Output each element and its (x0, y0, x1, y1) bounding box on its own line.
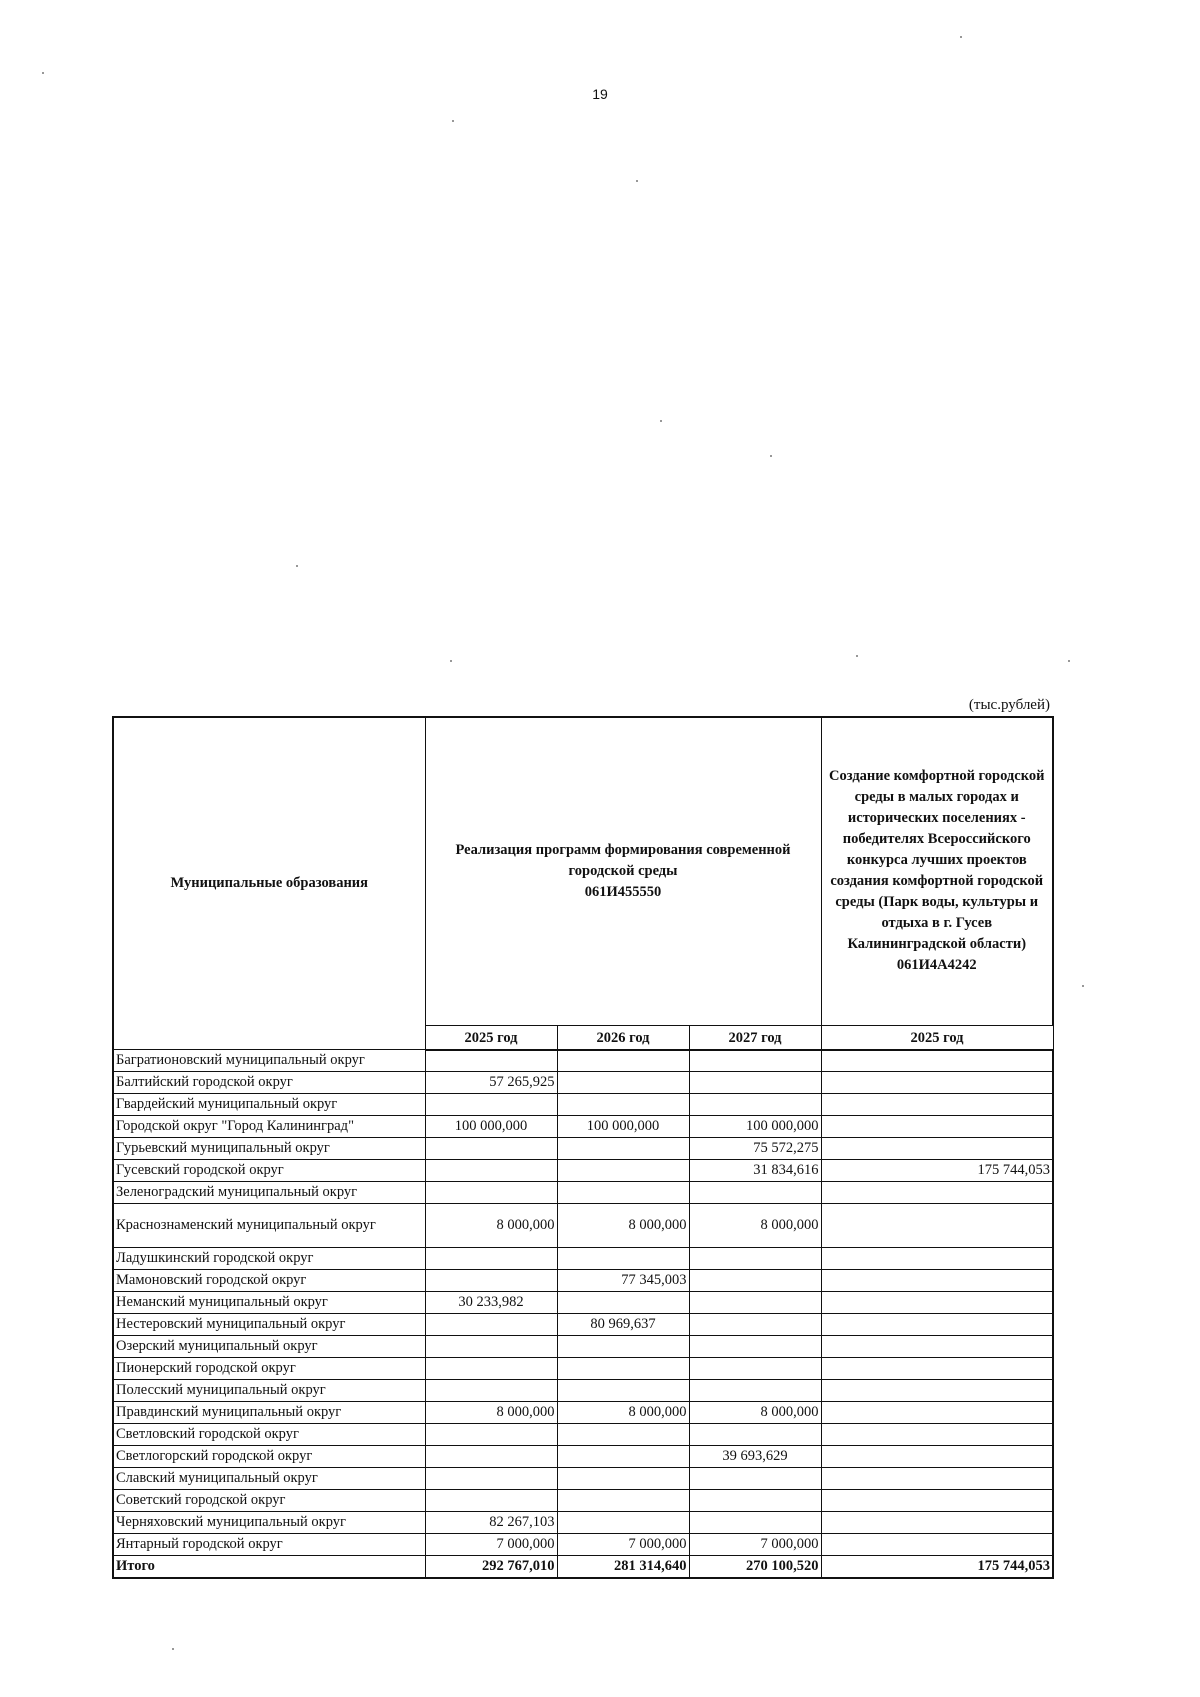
scan-speck (450, 660, 452, 662)
row-name: Гвардейский муниципальный округ (113, 1094, 425, 1116)
row-value-2025: 82 267,103 (425, 1512, 557, 1534)
header-program-comfortable-env (821, 717, 1053, 1025)
table-row (113, 1050, 1053, 1072)
row-value-gusev-2025 (821, 1248, 1053, 1270)
row-name: Правдинский муниципальный округ (113, 1402, 425, 1424)
row-name: Городской округ "Город Калининград" (113, 1116, 425, 1138)
row-value-2025 (425, 1424, 557, 1446)
table-row (113, 1270, 1053, 1292)
scan-speck (856, 655, 858, 657)
row-value-2026: 8 000,000 (557, 1402, 689, 1424)
row-value-2026 (557, 1490, 689, 1512)
row-value-2026 (557, 1094, 689, 1116)
row-value-2026 (557, 1138, 689, 1160)
table-row (113, 1072, 1053, 1094)
row-value-2025 (425, 1358, 557, 1380)
table-row (113, 1248, 1053, 1270)
row-value-2027 (689, 1512, 821, 1534)
row-value-2025: 57 265,925 (425, 1072, 557, 1094)
header-program-modern-urban-env (425, 717, 821, 1025)
table-row (113, 1512, 1053, 1534)
row-value-2025: 8 000,000 (425, 1204, 557, 1248)
header-program1-line2: городской среды (568, 862, 678, 879)
row-value-gusev-2025 (821, 1446, 1053, 1468)
row-value-2027 (689, 1292, 821, 1314)
row-value-gusev-2025 (821, 1490, 1053, 1512)
header-program1-code: 061И455550 (584, 883, 662, 900)
table-total-row (113, 1556, 1053, 1578)
row-value-2025 (425, 1314, 557, 1336)
budget-table (112, 716, 1054, 1579)
row-value-2026 (557, 1160, 689, 1182)
row-value-2027: 8 000,000 (689, 1402, 821, 1424)
scan-speck (296, 565, 298, 567)
row-value-2027 (689, 1490, 821, 1512)
row-value-gusev-2025 (821, 1512, 1053, 1534)
row-name: Ладушкинский городской округ (113, 1248, 425, 1270)
row-value-2026: 100 000,000 (557, 1116, 689, 1138)
scan-speck (172, 1648, 174, 1650)
row-value-2027 (689, 1380, 821, 1402)
row-value-gusev-2025 (821, 1468, 1053, 1490)
row-value-2027 (689, 1248, 821, 1270)
row-value-gusev-2025 (821, 1336, 1053, 1358)
row-value-2027 (689, 1182, 821, 1204)
header-municipal-label: Муниципальные образования (170, 874, 368, 891)
table-row (113, 1468, 1053, 1490)
row-name: Гурьевский муниципальный округ (113, 1138, 425, 1160)
scan-speck (960, 36, 962, 38)
table-row (113, 1490, 1053, 1512)
row-value-gusev-2025 (821, 1358, 1053, 1380)
row-value-2026 (557, 1248, 689, 1270)
row-value-2027 (689, 1094, 821, 1116)
row-value-gusev-2025 (821, 1050, 1053, 1072)
row-value-2026: 7 000,000 (557, 1534, 689, 1556)
row-name: Пионерский городской округ (113, 1358, 425, 1380)
row-value-2025 (425, 1138, 557, 1160)
row-value-gusev-2025 (821, 1116, 1053, 1138)
row-value-2027: 31 834,616 (689, 1160, 821, 1182)
row-name: Янтарный городской округ (113, 1534, 425, 1556)
row-value-2025 (425, 1094, 557, 1116)
scan-speck (1082, 985, 1084, 987)
row-value-gusev-2025 (821, 1314, 1053, 1336)
row-value-2027 (689, 1314, 821, 1336)
row-value-2025 (425, 1270, 557, 1292)
row-name: Багратионовский муниципальный округ (113, 1050, 425, 1072)
row-value-2027: 8 000,000 (689, 1204, 821, 1248)
row-value-2025 (425, 1446, 557, 1468)
row-name: Полесский муниципальный округ (113, 1380, 425, 1402)
row-value-2025 (425, 1248, 557, 1270)
header-program1-line1: Реализация программ формирования современной (455, 841, 791, 858)
scan-speck (452, 120, 454, 122)
table-row (113, 1182, 1053, 1204)
row-value-2027: 7 000,000 (689, 1534, 821, 1556)
row-value-2025: 8 000,000 (425, 1402, 557, 1424)
table-row (113, 1446, 1053, 1468)
row-value-2026 (557, 1446, 689, 1468)
table-row (113, 1138, 1053, 1160)
row-value-gusev-2025 (821, 1204, 1053, 1248)
row-value-gusev-2025: 175 744,053 (821, 1160, 1053, 1182)
scan-speck (660, 420, 662, 422)
table-body (113, 1050, 1053, 1578)
header-program2-title: Создание комфортной городской среды в малых городах и исторических поселениях - победителях Всероссийского конкурса лучших проектов создания комфортной городской среды (Парк воды, культуры и отдыха в г. Гусев Калининградской области) (829, 768, 1045, 953)
row-value-2027 (689, 1468, 821, 1490)
row-value-2025: 30 233,982 (425, 1292, 557, 1314)
row-value-2026: 8 000,000 (557, 1204, 689, 1248)
row-name: Гусевский городской округ (113, 1160, 425, 1182)
row-value-2026 (557, 1380, 689, 1402)
row-value-2026 (557, 1424, 689, 1446)
row-name: Озерский муниципальный округ (113, 1336, 425, 1358)
row-value-2027 (689, 1072, 821, 1094)
row-value-2027 (689, 1358, 821, 1380)
table-row (113, 1402, 1053, 1424)
table-row (113, 1160, 1053, 1182)
row-name: Неманский муниципальный округ (113, 1292, 425, 1314)
scan-speck (770, 455, 772, 457)
total-value-gusev-2025: 175 744,053 (821, 1556, 1053, 1578)
row-value-2026 (557, 1050, 689, 1072)
row-value-2027: 100 000,000 (689, 1116, 821, 1138)
row-value-2025 (425, 1380, 557, 1402)
units-note: (тыс.рублей) (968, 697, 1050, 713)
row-name: Мамоновский городской округ (113, 1270, 425, 1292)
row-value-2025 (425, 1336, 557, 1358)
row-value-2025 (425, 1050, 557, 1072)
row-value-gusev-2025 (821, 1534, 1053, 1556)
scan-speck (1068, 660, 1070, 662)
row-value-2026: 80 969,637 (557, 1314, 689, 1336)
table-row (113, 1358, 1053, 1380)
scan-speck (636, 180, 638, 182)
row-value-gusev-2025 (821, 1072, 1053, 1094)
table-row (113, 1292, 1053, 1314)
row-value-2026 (557, 1182, 689, 1204)
row-name: Зеленоградский муниципальный округ (113, 1182, 425, 1204)
total-value-2026: 281 314,640 (557, 1556, 689, 1578)
row-value-gusev-2025 (821, 1182, 1053, 1204)
row-name: Советский городской округ (113, 1490, 425, 1512)
table-row (113, 1336, 1053, 1358)
table-row (113, 1116, 1053, 1138)
row-value-2025: 100 000,000 (425, 1116, 557, 1138)
total-label: Итого (113, 1556, 425, 1578)
row-value-gusev-2025 (821, 1424, 1053, 1446)
row-value-2025 (425, 1160, 557, 1182)
table-row (113, 1094, 1053, 1116)
row-value-2027 (689, 1424, 821, 1446)
row-value-2025 (425, 1468, 557, 1490)
row-value-2026 (557, 1512, 689, 1534)
row-value-gusev-2025 (821, 1270, 1053, 1292)
header-municipal (113, 717, 425, 1050)
row-value-gusev-2025 (821, 1402, 1053, 1424)
table-row (113, 1204, 1053, 1248)
year-header-3: 2027 год (689, 1025, 821, 1050)
row-name: Балтийский городской округ (113, 1072, 425, 1094)
row-value-2026 (557, 1072, 689, 1094)
row-value-2026: 77 345,003 (557, 1270, 689, 1292)
table-row (113, 1314, 1053, 1336)
header-program2-code: 061И4А4242 (896, 957, 977, 974)
row-value-2026 (557, 1292, 689, 1314)
table-row (113, 1380, 1053, 1402)
row-value-2027: 75 572,275 (689, 1138, 821, 1160)
row-value-gusev-2025 (821, 1380, 1053, 1402)
page-number: 19 (592, 86, 608, 102)
row-name: Черняховский муниципальный округ (113, 1512, 425, 1534)
row-name: Краснознаменский муниципальный округ (113, 1204, 425, 1248)
row-name: Светлогорский городской округ (113, 1446, 425, 1468)
row-name: Нестеровский муниципальный округ (113, 1314, 425, 1336)
row-value-2027 (689, 1050, 821, 1072)
row-value-2025 (425, 1490, 557, 1512)
year-header-4: 2025 год (821, 1025, 1053, 1050)
row-value-2025: 7 000,000 (425, 1534, 557, 1556)
row-value-2027 (689, 1336, 821, 1358)
row-value-2026 (557, 1358, 689, 1380)
row-value-gusev-2025 (821, 1292, 1053, 1314)
row-value-2025 (425, 1182, 557, 1204)
row-value-2027: 39 693,629 (689, 1446, 821, 1468)
row-name: Светловский городской округ (113, 1424, 425, 1446)
year-header-1: 2025 год (425, 1025, 557, 1050)
row-value-gusev-2025 (821, 1138, 1053, 1160)
row-value-2027 (689, 1270, 821, 1292)
scan-speck (42, 72, 44, 74)
table-row (113, 1424, 1053, 1446)
year-header-2: 2026 год (557, 1025, 689, 1050)
total-value-2027: 270 100,520 (689, 1556, 821, 1578)
row-value-2026 (557, 1468, 689, 1490)
table-row (113, 1534, 1053, 1556)
row-value-2026 (557, 1336, 689, 1358)
row-name: Славский муниципальный округ (113, 1468, 425, 1490)
row-value-gusev-2025 (821, 1094, 1053, 1116)
total-value-2025: 292 767,010 (425, 1556, 557, 1578)
